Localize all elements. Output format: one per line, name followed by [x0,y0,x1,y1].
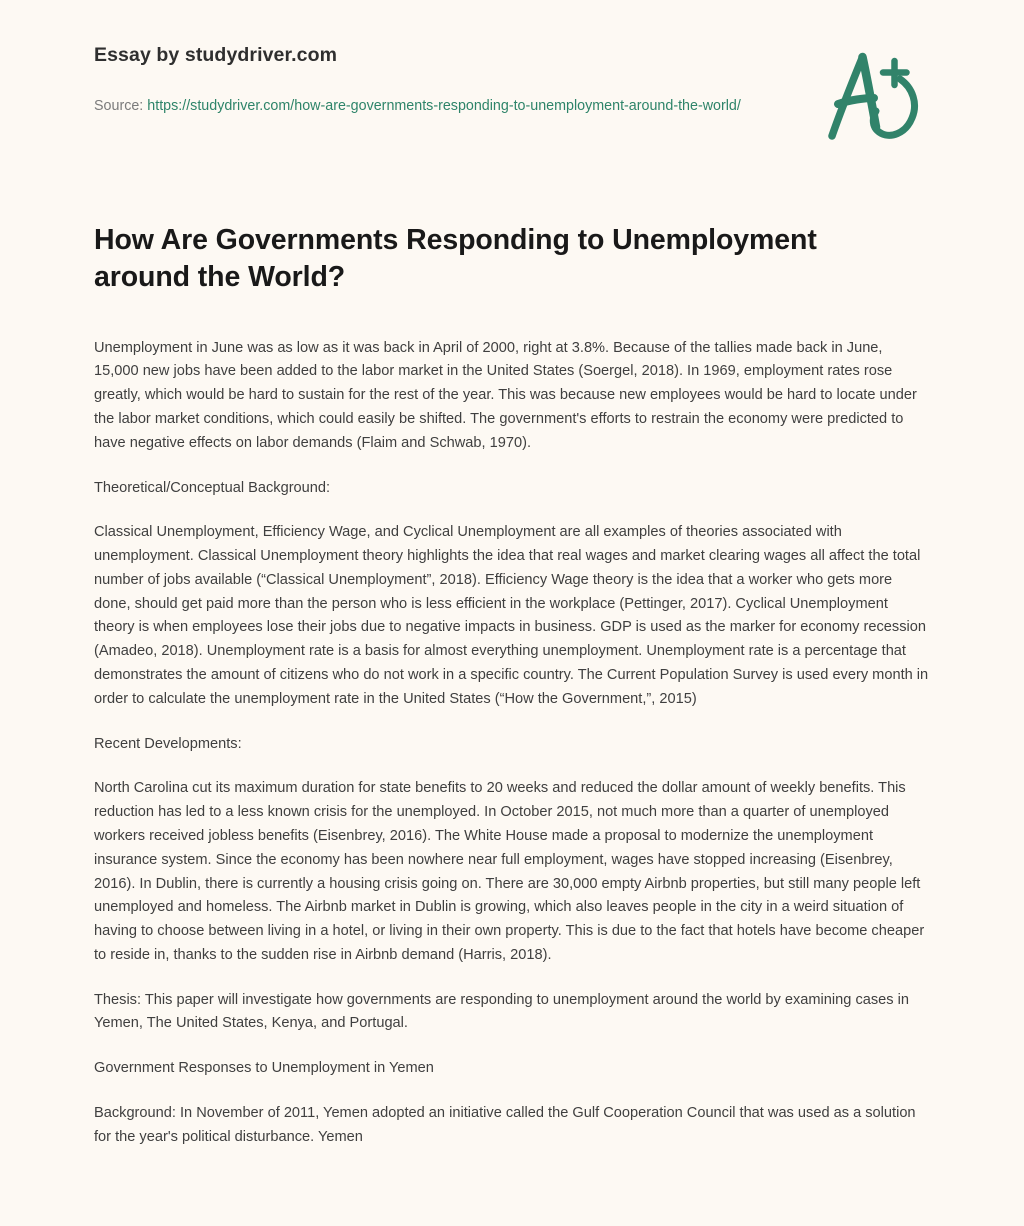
article-paragraphs [94,337,930,1150]
byline: Essay by studydriver.com [94,44,338,66]
paragraph: Unemployment in June was as low as it was back in April of 2000, right at 3.8%. Because of the tallies made back in June, 15,000 new jobs have been added to the labor market in the United States (Soergel, 2018). In 1969, employment rates rose greatly, which would be hard to sustain for the rest of the year. This was because new employees would be hard to locate under the labor market conditions, which could easily be shifted. The government's efforts to restrain the economy were predicted to have negative effects on labor demands (Flaim and Schwab, 1970). [94,339,917,451]
page-title: How Are Governments Responding to Unemployment around the World? [94,224,817,294]
a-plus-handwritten-logo-icon [814,48,930,152]
header-left-column [94,44,754,119]
source-line [94,95,754,118]
article-body [0,222,1024,1150]
thesis-paragraph: Thesis: This paper will investigate how governments are responding to unemployment around the world by examining cases in Yemen, The United States, Kenya, and Portugal. [94,991,909,1032]
page-header [0,0,1024,152]
paragraph: Classical Unemployment, Efficiency Wage, and Cyclical Unemployment are all examples of theories associated with unemployment. Classical Unemployment theory highlights the idea that real wages and market clearing wages all affect the total number of jobs available (“Classical Unemployment”, 2018). Efficiency Wage theory is the idea that a worker who gets more done, should get paid more than the person who is less efficient in the workplace (Pettinger, 2017). Cyclical Unemployment theory is when employees lose their jobs due to negative impacts in business. GDP is used as the marker for economy recession (Amadeo, 2018). Unemployment rate is a basis for almost everything unemployment. Unemployment rate is a percentage that demonstrates the amount of citizens who do not work in a specific country. The Current Population Survey is used every month in order to calculate the unemployment rate in the United States (“How the Government,”, 2015) [94,524,929,707]
section-label: Government Responses to Unemployment in Yemen [94,1060,434,1077]
header-right-column [800,44,930,152]
paragraph: North Carolina cut its maximum duration for state benefits to 20 weeks and reduced the dollar amount of weekly benefits. This reduction has led to a less known crisis for the unemployed. In October 2015, not much more than a quarter of unemployed workers received jobless benefits (Eisenbrey, 2016). The White House made a proposal to modernize the unemployment insurance system. Since the economy has been nowhere near full employment, wages have stopped increasing (Eisenbrey, 2016). In Dublin, there is currently a housing crisis going on. There are 30,000 empty Airbnb properties, but still many people left unemployed and homeless. The Airbnb market in Dublin is growing, which also leaves people in the city in a weird situation of having to choose between living in a hotel, or living in their own property. This is due to the fact that hotels have become cheaper to reside in, thanks to the sudden rise in Airbnb demand (Harris, 2018). [94,780,925,963]
source-label: Source: [94,98,144,115]
section-label: Recent Developments: [94,735,242,752]
paragraph: Background: In November of 2011, Yemen adopted an initiative called the Gulf Cooperation Council that was used as a solution for the year's political disturbance. Yemen [94,1104,916,1145]
section-label: Theoretical/Conceptual Background: [94,479,331,496]
source-url-link[interactable]: https://studydriver.com/how-are-governments-responding-to-unemployment-around-the-world/ [147,98,741,115]
